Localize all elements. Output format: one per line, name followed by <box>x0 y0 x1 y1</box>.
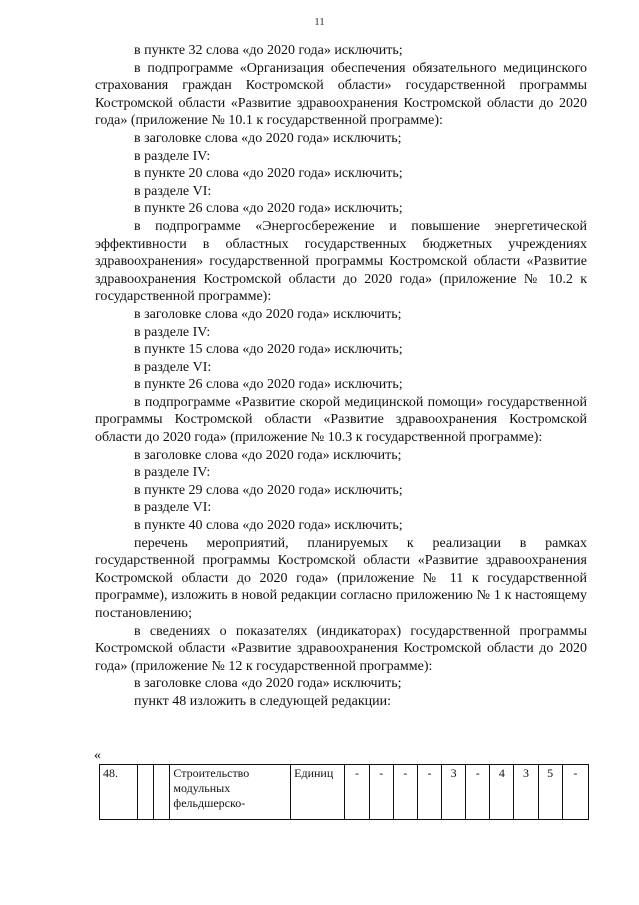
paragraph: в пункте 40 слова «до 2020 года» исключить; <box>134 518 403 534</box>
paragraph: в подпрограмме «Энергосбережение и повышение энергетической эффективности в областных государственных бюджетных учреждениях здравоохранения» государственной программы Костромской области «Развитие здравоохранения Костромской области до 2020 года» (приложение № 10.2 к государственной программе): <box>95 218 587 305</box>
paragraph: в подпрограмме «Организация обеспечения обязательного медицинского страхования граждан Костромской области» государственной программы Костромской области «Развитие здравоохранения Костромской области до 2020 года» (приложение № 10.1 к государственной программе): <box>95 60 587 129</box>
paragraph: в заголовке слова «до 2020 года» исключить; <box>134 676 402 692</box>
paragraph: в пункте 26 слова «до 2020 года» исключить; <box>134 201 403 217</box>
table-cell-value: - <box>393 765 417 820</box>
page-number: 11 <box>314 16 325 28</box>
table-cell-number: 48. <box>100 765 138 820</box>
table-cell-value: 3 <box>514 765 538 820</box>
table-cell-value: - <box>369 765 393 820</box>
table-cell-value: 4 <box>490 765 514 820</box>
table-row <box>100 765 589 820</box>
paragraph: в заголовке слова «до 2020 года» исключить; <box>134 306 402 322</box>
paragraph: перечень мероприятий, планируемых к реализации в рамках государственной программы Костромской области «Развитие здравоохранения Костромской области до 2020 года» (приложение № 11 к государственной программе), изложить в новой редакции согласно приложению № 1 к настоящему постановлению; <box>95 535 587 621</box>
table-cell <box>138 765 154 820</box>
table-cell-indicator-name: Строительство модульных фельдшерско- <box>170 765 291 820</box>
document-body <box>95 42 587 711</box>
table-cell-value: 5 <box>538 765 562 820</box>
paragraph: в пункте 26 слова «до 2020 года» исключить; <box>134 377 403 393</box>
paragraph: в разделе IV: <box>134 324 211 340</box>
table-cell-value: - <box>417 765 441 820</box>
opening-quote-mark: « <box>94 748 101 763</box>
table-cell-unit: Единиц <box>291 765 345 820</box>
paragraph: в заголовке слова «до 2020 года» исключить; <box>134 447 402 463</box>
table-cell-value: - <box>345 765 369 820</box>
table-cell-value: - <box>562 765 588 820</box>
table-cell-value: - <box>466 765 490 820</box>
paragraph: в пункте 20 слова «до 2020 года» исключить; <box>134 166 403 182</box>
paragraph: в разделе VI: <box>134 500 212 516</box>
paragraph: в сведениях о показателях (индикаторах) государственной программы Костромской области «Развитие здравоохранения Костромской области до 2020 года» (приложение № 12 к государственной программе): <box>95 623 587 674</box>
paragraph: в пункте 32 слова «до 2020 года» исключить; <box>134 43 403 58</box>
paragraph: пункт 48 изложить в следующей редакции: <box>134 693 391 709</box>
paragraph: в разделе VI: <box>134 183 212 199</box>
paragraph: в пункте 29 слова «до 2020 года» исключить; <box>134 482 403 498</box>
indicators-table <box>99 764 589 820</box>
paragraph: в пункте 15 слова «до 2020 года» исключить; <box>134 342 403 358</box>
table-cell-value: 3 <box>442 765 466 820</box>
table-cell <box>154 765 170 820</box>
paragraph: в подпрограмме «Развитие скорой медицинской помощи» государственной программы Костромской области «Развитие здравоохранения Костромской области до 2020 года» (приложение № 10.3 к государственной программе): <box>95 394 587 446</box>
paragraph: в разделе VI: <box>134 359 212 375</box>
paragraph: в разделе IV: <box>134 465 211 481</box>
paragraph: в заголовке слова «до 2020 года» исключить; <box>134 130 402 146</box>
paragraph: в разделе IV: <box>134 148 211 164</box>
